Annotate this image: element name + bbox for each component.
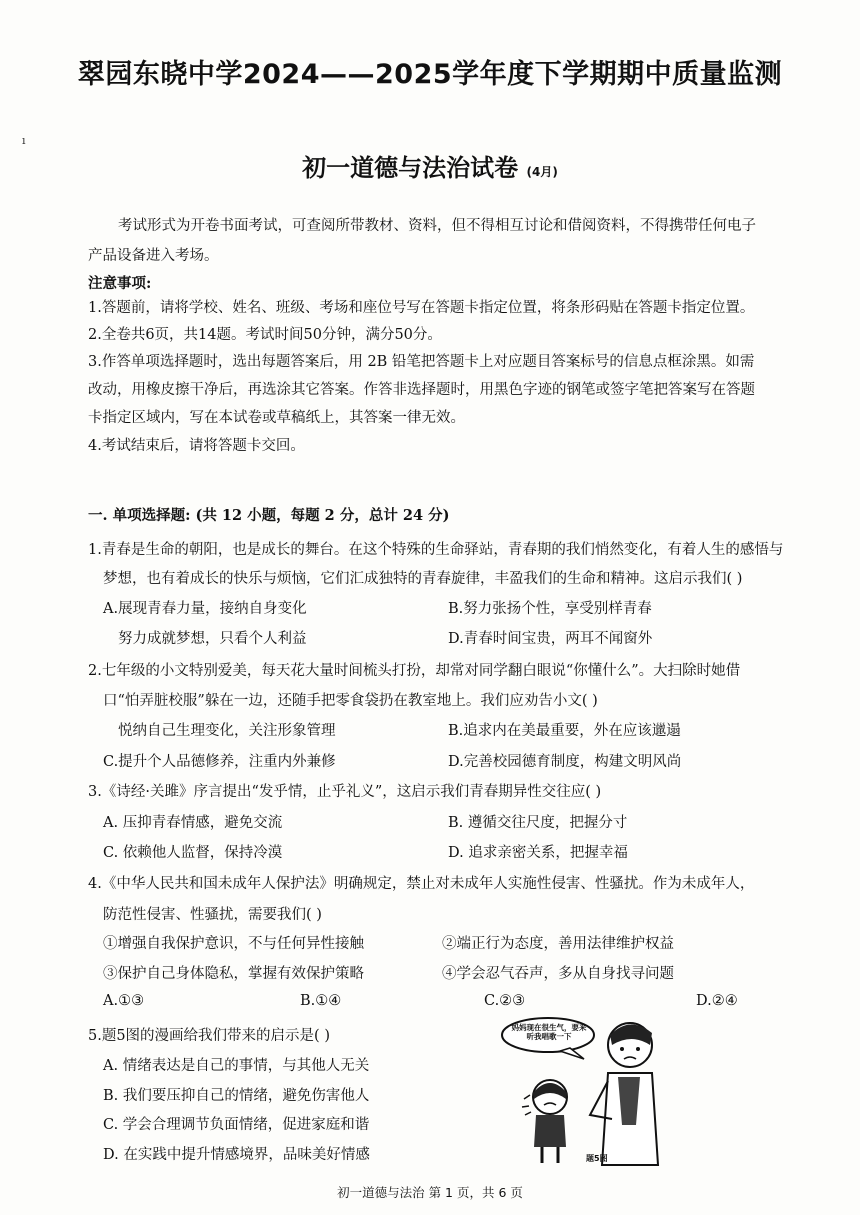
q1-stem-2: 梦想，也有着成长的快乐与烦恼，它们汇成独特的青春旋律，丰盈我们的生命和精神。这启示我们( ) xyxy=(103,571,743,587)
q3-option-b: B. 遵循交往尺度，把握分寸 xyxy=(448,815,628,831)
q1-option-b: B.努力张扬个性，享受别样青春 xyxy=(448,601,652,617)
q1-stem-1: 1.青春是生命的朝阳，也是成长的舞台。在这个特殊的生命驿站，青春期的我们悄然变化，有着人生的感悟与 xyxy=(88,542,784,558)
note-1: 1.答题前，请将学校、姓名、班级、考场和座位号写在答题卡指定位置，将条形码贴在答题卡指定位置。 xyxy=(88,300,755,316)
q4-statement-4: ④学会忍气吞声，多从自身找寻问题 xyxy=(442,966,674,982)
q4-option-b: B.①④ xyxy=(300,993,342,1009)
child-body xyxy=(534,1115,566,1147)
speech-bubble-text-box xyxy=(508,1023,590,1049)
child-emotion-lines xyxy=(522,1095,531,1115)
cartoon-caption: 题5图 xyxy=(586,1154,608,1163)
q4-option-d: D.②④ xyxy=(696,993,738,1009)
q4-statement-2: ②端正行为态度，善用法律维护权益 xyxy=(442,936,674,952)
subtitle-note: (4月) xyxy=(526,165,558,179)
q5-stem: 5.题5图的漫画给我们带来的启示是( ) xyxy=(88,1028,330,1044)
adult-eye-left xyxy=(620,1047,624,1051)
note-3b: 改动，用橡皮擦干净后，再选涂其它答案。作答非选择题时，用黑色字迹的钢笔或签字笔把答案写在答题 xyxy=(88,382,755,398)
q4-stem-2: 防范性侵害、性骚扰，需要我们( ) xyxy=(103,907,322,923)
q3-option-c: C. 依赖他人监督，保持冷漠 xyxy=(103,845,283,861)
notes-heading: 注意事项: xyxy=(88,275,152,292)
intro-line-1: 考试形式为开卷书面考试，可查阅所带教材、资料，但不得相互讨论和借阅资料，不得携带任何电子 xyxy=(118,218,756,234)
exam-title: 翠园东晓中学2024——2025学年度下学期期中质量监测 xyxy=(77,59,783,90)
q2-stem-1: 2.七年级的小文特别爱美，每天花大量时间梳头打扮，却常对同学翻白眼说“你懂什么”。大扫除时她借 xyxy=(88,663,741,679)
note-3a: 3.作答单项选择题时，选出每题答案后，用 2B 铅笔把答题卡上对应题目答案标号的信息点框涂黑。如需 xyxy=(88,354,755,370)
q5-option-d: D. 在实践中提升情感境界，品味美好情感 xyxy=(103,1147,370,1163)
q4-stem-1: 4.《中华人民共和国未成年人保护法》明确规定，禁止对未成年人实施性侵害、性骚扰。作为未成年人， xyxy=(88,876,755,892)
cartoon-drawing xyxy=(500,1015,690,1170)
q5-cartoon xyxy=(500,1015,690,1170)
q1-option-c: 努力成就梦想，只看个人利益 xyxy=(118,631,307,647)
q4-option-a: A.①③ xyxy=(103,993,145,1009)
q4-option-c: C.②③ xyxy=(484,993,526,1009)
page-footer: 初一道德与法治 第 1 页，共 6 页 xyxy=(337,1185,523,1200)
adult-eye-right xyxy=(636,1047,640,1051)
q1-option-a: A.展现青春力量，接纳自身变化 xyxy=(103,601,307,617)
note-3c: 卡指定区域内，写在本试卷或草稿纸上，其答案一律无效。 xyxy=(88,410,465,426)
q5-option-b: B. 我们要压抑自己的情绪，避免伤害他人 xyxy=(103,1088,370,1104)
q2-stem-2: 口“怕弄脏校服”躲在一边，还随手把零食袋扔在教室地上。我们应劝告小文( ) xyxy=(103,693,598,709)
section-1-heading: 一. 单项选择题: (共 12 小题，每题 2 分，总计 24 分) xyxy=(88,507,450,524)
q1-option-d: D.青春时间宝贵，两耳不闻窗外 xyxy=(448,631,653,647)
speech-bubble-tail xyxy=(560,1048,584,1059)
exam-subtitle xyxy=(0,148,860,183)
q3-stem: 3.《诗经·关雎》序言提出“发乎情，止乎礼义”，这启示我们青春期异性交往应( ) xyxy=(88,784,602,800)
q3-option-a: A. 压抑青春情感，避免交流 xyxy=(103,815,283,831)
speech-bubble-text: 妈妈现在很生气，要来听我唱歌一下 xyxy=(511,1023,587,1041)
q5-option-c: C. 学会合理调节负面情绪，促进家庭和谐 xyxy=(103,1117,370,1133)
stray-mark: ı xyxy=(22,134,26,147)
q2-option-a: 悦纳自己生理变化，关注形象管理 xyxy=(118,723,336,739)
subtitle-text: 初一道德与法治试卷 xyxy=(302,154,519,182)
q2-option-c: C.提升个人品德修养，注重内外兼修 xyxy=(103,754,336,770)
q2-option-d: D.完善校园德育制度，构建文明风尚 xyxy=(448,754,682,770)
note-2: 2.全卷共6页，共14题。考试时间50分钟，满分50分。 xyxy=(88,327,442,343)
q2-option-b: B.追求内在美最重要，外在应该邋遢 xyxy=(448,723,681,739)
q3-option-d: D. 追求亲密关系，把握幸福 xyxy=(448,845,628,861)
q4-statement-1: ①增强自我保护意识，不与任何异性接触 xyxy=(103,936,364,952)
q5-option-a: A. 情绪表达是自己的事情，与其他人无关 xyxy=(103,1058,370,1074)
intro-line-2: 产品设备进入考场。 xyxy=(88,248,219,264)
q4-statement-3: ③保护自己身体隐私，掌握有效保护策略 xyxy=(103,966,364,982)
note-4: 4.考试结束后，请将答题卡交回。 xyxy=(88,438,305,454)
